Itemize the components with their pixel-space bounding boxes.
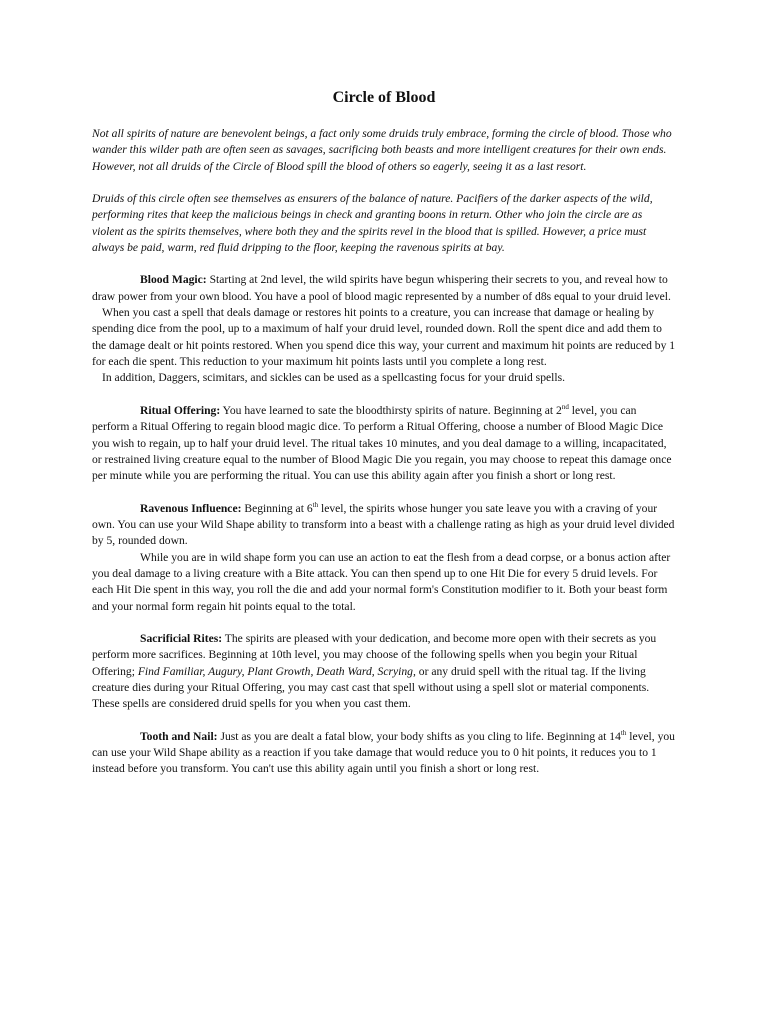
sacrificial-rites-text-a: The spirits are pleased with your dedication, and become more open with their secrets as you perform more sacrifices. Beginning at 10th level, you may choose of the following spells when you begin your Ritual Offering; xyxy=(92,631,657,678)
blood-magic-paragraph-3: In addition, Daggers, scimitars, and sickles can be used as a spellcasting focus for your druid spells. xyxy=(102,371,565,385)
ravenous-influence-paragraph-2: While you are in wild shape form you can use an action to eat the flesh from a dead corpse, or a bonus action after you deal damage to a living creature with a Bite attack. You can then spend up to one Hit Die for every 5 druid levels. For each Hit Die spent in this way, you roll the die and add your normal form's Constitution modifier to it. Both your beast form and your normal form regain hit points equal to the total. xyxy=(92,550,671,613)
intro-paragraph-2: Druids of this circle often see themselves as ensurers of the balance of nature. Pacifiers of the darker aspects of the wild, performing rites that keep the malicious beings in check and granting boons in return. Other who join the circle are as violent as the spirits themselves, where both they and the spirits revel in the blood that is spilled. However, a price must always be paid, warm, red fluid dripping to the floor, keeping the ravenous spirits at bay. xyxy=(92,192,653,255)
tooth-and-nail-heading: Tooth and Nail: xyxy=(140,729,218,743)
paragraph-gap xyxy=(92,615,676,631)
ravenous-influence-section xyxy=(92,501,676,550)
ritual-offering-text-b: level, you can perform a Ritual Offering to regain blood magic dice. To perform a Ritual Offering, choose a number of Blood Magic Dice you wish to regain, up to half your druid level. The ritual takes 10 minutes, and you deal damage to a willing, incapacitated, or restrained living creature equal to the number of Blood Magic Die you regain, you may choose to repeat this damage once per minute while you are performing the ritual. You can use this ability again after you finish a short or long rest. xyxy=(92,403,672,483)
sacrificial-rites-heading: Sacrificial Rites: xyxy=(140,631,223,645)
paragraph-gap xyxy=(92,485,676,501)
ritual-offering-heading: Ritual Offering: xyxy=(140,403,221,417)
blood-magic-text: Starting at 2nd level, the wild spirits have begun whispering their secrets to you, and reveal how to draw power from your own blood. You have a pool of blood magic represented by a number of d8s equal to your druid level. xyxy=(92,273,671,303)
paragraph-gap xyxy=(92,713,676,729)
sacrificial-rites-text-b: or any druid spell with the ritual tag. If the living creature dies during your Ritual Offering, you may cast cast that spell without using a spell slot or material components. These spells are considered druid spells for you when you cast them. xyxy=(92,664,650,711)
ravenous-influence-text-a: Beginning at 6 xyxy=(241,501,313,515)
intro-paragraph-1: Not all spirits of nature are benevolent beings, a fact only some druids truly embrace, forming the circle of blood. Those who wander this wilder path are often seen as savages, sacrificing both beasts and more intelligent creatures for their own ends. However, not all druids of the Circle of Blood spill the blood of others so eagerly, seeing it as a last resort. xyxy=(92,127,672,173)
tooth-and-nail-section xyxy=(92,729,676,778)
tooth-and-nail-text-b: level, you can use your Wild Shape ability as a reaction if you take damage that would reduce you to 0 hit points, it reduces you to 1 instead before you transform. You can't use this ability again until you finish a short or long rest. xyxy=(92,729,675,776)
blood-magic-section xyxy=(92,272,676,305)
paragraph-gap xyxy=(92,256,676,272)
ravenous-influence-ordinal: th xyxy=(312,500,319,509)
ritual-offering-ordinal: nd xyxy=(561,402,569,411)
ritual-offering-text-a: You have learned to sate the bloodthirsty spirits of nature. Beginning at 2 xyxy=(220,403,562,417)
paragraph-gap xyxy=(92,175,676,191)
paragraph-gap xyxy=(92,387,676,403)
page-title: Circle of Blood xyxy=(332,89,436,106)
blood-magic-paragraph-2: When you cast a spell that deals damage or restores hit points to a creature, you can increase that damage or healing by spending dice from the pool, up to a maximum of half your druid level, rounded down. Roll the spent dice and add them to the damage dealt or hit points restored. When you spend dice this way, your current and maximum hit points are reduced by 1 for each die spent. This reduction to your maximum hit points lasts until you complete a long rest. xyxy=(92,306,676,369)
blood-magic-heading: Blood Magic: xyxy=(140,273,207,287)
sacrificial-rites-spell-list: Find Familiar, Augury, Plant Growth, Death Ward, Scrying, xyxy=(137,664,416,678)
tooth-and-nail-ordinal: th xyxy=(620,728,627,737)
tooth-and-nail-text-a: Just as you are dealt a fatal blow, your body shifts as you cling to life. Beginning at 14 xyxy=(217,729,621,743)
sacrificial-rites-section xyxy=(92,631,676,713)
ritual-offering-section xyxy=(92,403,676,485)
ravenous-influence-text-b: level, the spirits whose hunger you sate leave you with a craving of your own. You can use your Wild Shape ability to transform into a beast with a challenge rating as high as your druid level divided by 5, rounded down. xyxy=(92,501,675,548)
ravenous-influence-heading: Ravenous Influence: xyxy=(140,501,242,515)
